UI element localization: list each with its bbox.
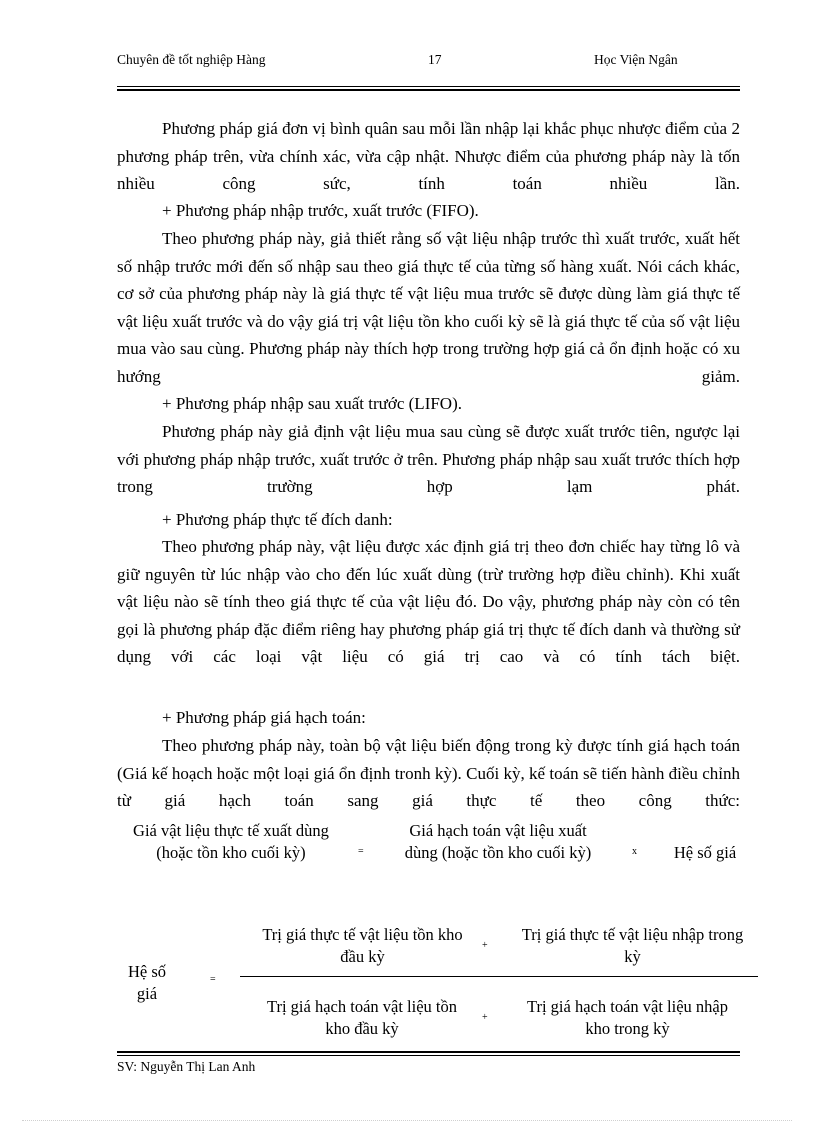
paragraph-fifo: Theo phương pháp này, giả thiết rằng số vật liệu nhập trước thì xuất trước, xuất hết số nhập trước mới đến số nhập sau theo giá thực tế của từng số hàng xuất. Nói cách khác, cơ sở của phương pháp này là giá thực tế vật liệu mua trước sẽ được dùng làm giá thực tế vật liệu xuất trước và do vậy giá trị vật liệu tồn kho cuối kỳ sẽ là giá thực tế của số vật liệu mua vào sau cùng. Phương pháp này thích hợp trong trường hợp giá cả ổn định hoặc có xu hướng giảm. — [117, 229, 740, 386]
paragraph-lifo: Phương pháp này giả định vật liệu mua sau cùng sẽ được xuất trước tiên, ngược lại với phương pháp nhập trước, xuất trước ở trên. Phương pháp nhập sau xuất trước thích hợp trong trường hợp lạm phát. — [117, 422, 740, 496]
formula2-plus-top: + — [482, 940, 488, 951]
formula2-numerator-2: Trị giá thực tế vật liệu nhập trong kỳ — [521, 925, 744, 966]
formula1-term2: Hệ số giá — [673, 843, 737, 862]
footer-student: SV: Nguyễn Thị Lan Anh — [117, 1059, 256, 1074]
formula2-plus-bottom: + — [482, 1012, 488, 1023]
formula2-denominator-2: Trị giá hạch toán vật liệu nhập kho trong kỳ — [526, 997, 728, 1038]
formula1-term1: Giá hạch toán vật liệu xuất dùng (hoặc tồn kho cuối kỳ) — [404, 821, 592, 862]
header-rule-thin — [117, 86, 740, 87]
formula1-equals: = — [358, 846, 364, 857]
paragraph-1: Phương pháp giá đơn vị bình quân sau mỗi lần nhập lại khắc phục nhược điểm của 2 phương pháp trên, vừa chính xác, vừa cập nhật. Nhược điểm của phương pháp này là tốn nhiều công sức, tính toán nhiều lần. — [117, 119, 740, 193]
formula2-equals: = — [210, 974, 216, 985]
paragraph-accounting-heading: + Phương pháp giá hạch toán: — [162, 708, 366, 727]
paragraph-specific-heading: + Phương pháp thực tế đích danh: — [162, 510, 393, 529]
header-right: Học Viện Ngân — [594, 52, 678, 67]
formula1-times: x — [632, 846, 637, 857]
page-number: 17 — [428, 52, 442, 67]
fraction-line — [240, 976, 758, 977]
header-rule-thick — [117, 89, 740, 91]
paragraph-accounting: Theo phương pháp này, toàn bộ vật liệu biến động trong kỳ được tính giá hạch toán (Giá kế hoạch hoặc một loại giá ổn định tronh kỳ). Cuối kỳ, kế toán sẽ tiến hành điều chỉnh từ giá hạch toán sang giá thực tế theo công thức: — [117, 736, 740, 810]
formula1-lhs: Giá vật liệu thực tế xuất dùng (hoặc tồn kho cuối kỳ) — [133, 821, 329, 862]
page-bottom-dotted-line — [22, 1120, 792, 1121]
formula2-lhs: Hệ số giá — [127, 962, 167, 1003]
formula2-numerator-1: Trị giá thực tế vật liệu tồn kho đầu kỳ — [262, 925, 463, 966]
paragraph-lifo-heading: + Phương pháp nhập sau xuất trước (LIFO). — [162, 394, 462, 413]
header-left: Chuyên đề tốt nghiệp Hàng — [117, 52, 266, 67]
paragraph-specific: Theo phương pháp này, vật liệu được xác định giá trị theo đơn chiếc hay từng lô và giữ nguyên từ lúc nhập vào cho đến lúc xuất dùng (trừ trường hợp điều chỉnh). Khi xuất vật liệu nào sẽ tính theo giá thực tế của vật liệu đó. Do vậy, phương pháp này còn có tên gọi là phương pháp đặc điểm riêng hay phương pháp giá trị thực tế đích danh và thường sử dụng với các loại vật liệu có giá trị cao và có tính tách biệt. — [117, 537, 740, 666]
formula2-denominator-1: Trị giá hạch toán vật liệu tồn kho đầu kỳ — [266, 997, 458, 1038]
footer-rule-thick — [117, 1051, 740, 1053]
footer-rule-thin — [117, 1055, 740, 1056]
paragraph-fifo-heading: + Phương pháp nhập trước, xuất trước (FIFO). — [162, 201, 479, 220]
